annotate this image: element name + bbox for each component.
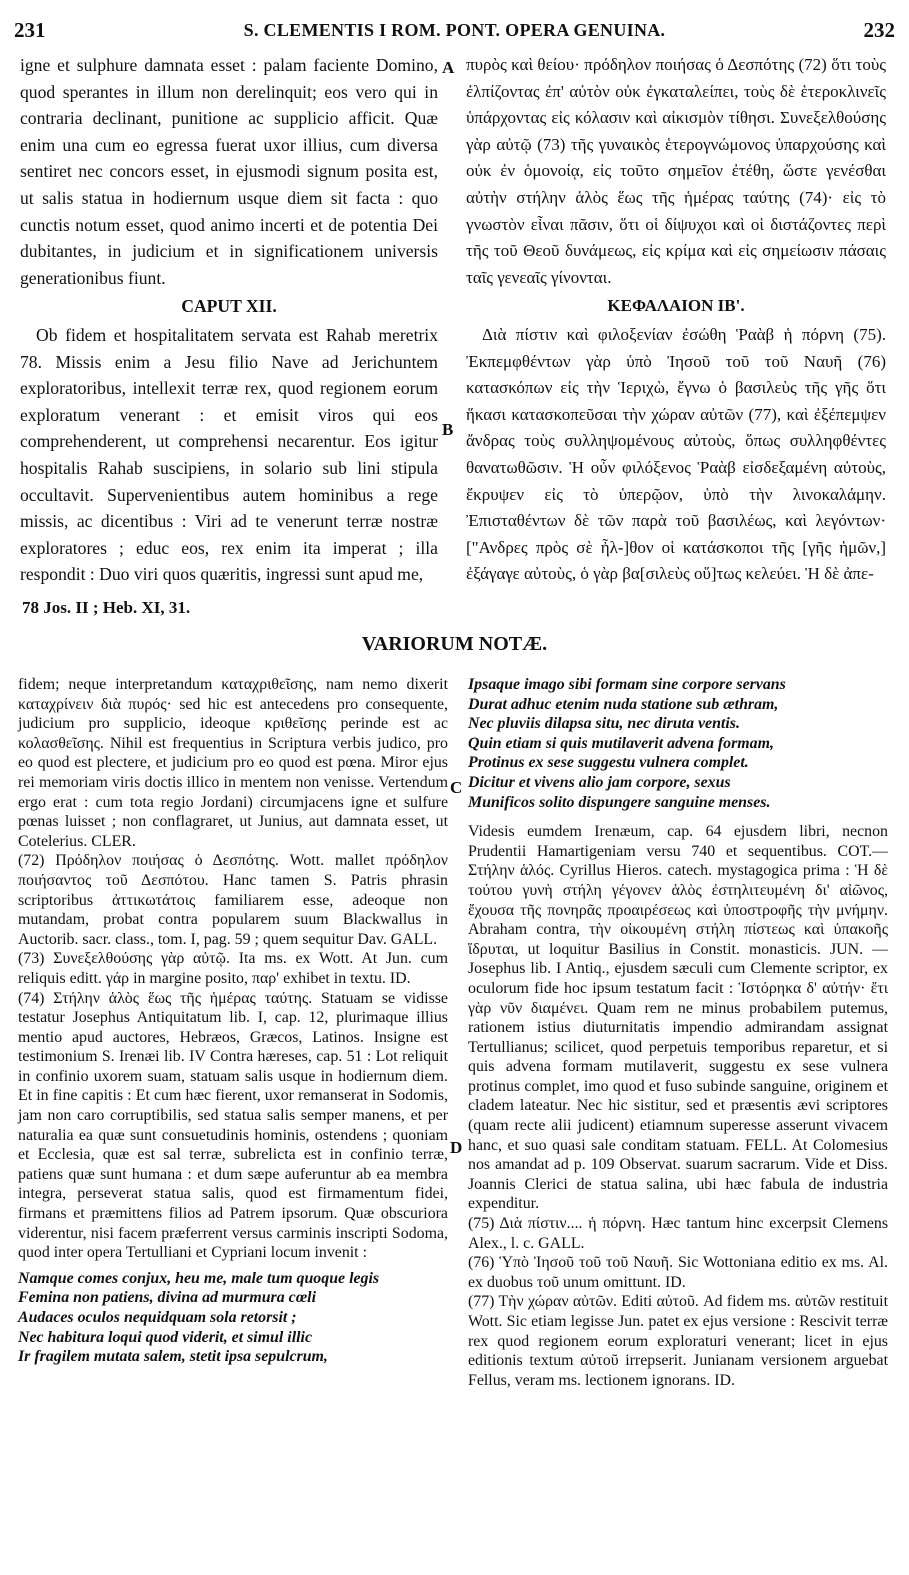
greek-column — [466, 52, 886, 588]
margin-letter-d: D — [450, 1138, 463, 1157]
verse-line: Munificos solito dispungere sanguine menses. — [468, 793, 771, 811]
verse-line: Namque comes conjux, heu me, male tum quoque legis — [18, 1269, 380, 1287]
verse-line: Femina non patiens, divina ad murmura cœli — [18, 1289, 317, 1307]
verse-line: Audaces oculos nequidquam sola retorsit ; — [18, 1309, 297, 1326]
margin-letter-b: B — [442, 420, 454, 439]
running-title: S. CLEMENTIS I ROM. PONT. OPERA GENUINA. — [243, 20, 666, 40]
verse-line: Protinus ex sese suggestu vulnera complet. — [468, 754, 749, 772]
notes-heading: VARIORUM NOTÆ. — [361, 633, 548, 655]
page-number-right: 232 — [863, 18, 895, 42]
margin-letter-c: C — [450, 778, 463, 797]
greek-paragraph-1: πυρὸς καὶ θείου· πρόδηλον ποιήσας ὁ Δεσπότης (72) ὅτι τοὺς ἐλπίζοντας ἐπ' αὐτὸν οὐκ ἐγκαταλείπει, τοὺς δὲ ἑτεροκλινεῖς ὑπάρχοντας εἰς κόλασιν καὶ αἰκισμὸν τίθησι. Συνεξελθούσης γὰρ αὐτῷ (73) τῆς γυναικὸς ἑτερογνώμονος ὑπαρχούσης καὶ οὐκ ἐν ὁμονοίᾳ, εἰς τοῦτο σημεῖον ἐτέθη, ὥστε γενέσθαι αὐτὴν στήλην ἁλὸς ἕως τῆς ἡμέρας ταύτης (74)· εἰς τὸ γνωστὸν εἶναι πᾶσιν, ὅτι οἱ δίψυχοι καὶ οἱ διστάζοντες περὶ τῆς τοῦ Θεοῦ δυνάμεως, εἰς κρίμα καὶ εἰς σημείωσιν πάσαις ταῖς γενεαῖς γίνονται. — [466, 55, 886, 287]
notes-right-column — [468, 675, 888, 1390]
note-left-p1: fidem; neque interpretandum καταχριθεῖσης, nam nemo dixerit καταχρίνειν διὰ πυρός· sed hic est antecedens pro consequente, judicium pro supplicio, ideoque κριθεῖσης perinde est ac κολασθεῖσης. Nihil est frequentius in Scriptura verbis judico, pro eo quod est plectere, et judicium pro eo quod est pœna. Miror ejus rei memoriam viris doctis illico in mentem non venisse. Vertendum ergo erat : cum tota regio Jordani) circumjacens igne et sulfure pœnas luisset ; non conflagraret, ut Junius, aut damnata esset, ut Cotelerius. CLER. — [18, 676, 448, 850]
note-right-p1: Videsis eumdem Irenæum, cap. 64 ejusdem libri, necnon Prudentii Hamartigeniam versu 740 et sequentibus. COT.— Στήλην ἁλός. Cyrillus Hieros. catech. mystagogica prima : Ἡ δὲ τούτου γυνὴ στήλη γέγονεν ἁλὸς ἐστηλιτευμένη δι' αἰῶνος, ἔχουσα τῆς πονηρᾶς προαιρέσεως καὶ ὑποστροφῆς τὴν μνήμην. Abraham contra, τὴν οἰκουμένη στήλη πίστεως καὶ ὑπακοῆς ἵδρυται, ut loquitur Basilius in Constit. monasticis. JUN. — Josephus lib. I Antiq., ejusdem sæculi cum Clemente scriptor, ex oculorum fide hoc ipsum testatum facit : Ἱστόρηκα δ' αὐτήν· ἔτι γὰρ νῦν διαμένει. Quam rem ne minus probabilem putemus, rationem istius diuturnitatis impendio admirandam assignat Tertullianus; scilicet, quod perpetuis temporibus reparetur, et si quis advena formam mutilaverit, suggestu ex sese vulnera protinus complet, imo quod et fuso subinde sanguine, originem et cladem lateatur. Nec hic sistitur, sed et præsentis ævi scriptores (quam recte alii judicent) etiamnum superesse asserunt vivacem hanc, et suo quasi sale conditam statuam. FELL. At Colomesius nos amandat ad p. 109 Observat. suarum sacrarum. Vide et Diss. Joannis Clerici de statua salina, ubi hæc fabula de industria expenditur. — [468, 823, 888, 1213]
greek-paragraph-2: Διὰ πίστιν καὶ φιλοξενίαν ἐσώθη Ῥαὰβ ἡ πόρνη (75). Ἐκπεμφθέντων γὰρ ὑπὸ Ἰησοῦ τοῦ τοῦ Ναυῆ (76) κατασκόπων εἰς τὴν Ἱεριχὼ, ἔγνω ὁ βασιλεὺς τῆς γῆς ὅτι ἥκασι κατασκοπεῦσαι τὴν χώραν αὐτῶν (77), καὶ ἐξέπεμψεν ἄνδρας τοὺς συλληψομένους αὐτοὺς, ὅπως συλληφθέντες θανατωθῶσιν. Ἡ οὖν φιλόξενος Ῥαὰβ εἰσδεξαμένη αὐτοὺς, ἔκρυψεν εἰς τὸ ὑπερῷον, ὑπὸ τὴν λινοκαλάμην. Ἐπισταθέντων δὲ τῶν παρὰ τοῦ βασιλέως, καὶ λεγόντων· ["Ανδρες πρὸς σὲ ἦλ-]θον οἱ κατάσκοποι τῆς [γῆς ἡμῶν,] ἐξάγαγε αὐτοὺς, ὁ γὰρ βα[σιλεὺς οὕ]τως κελεύει. Ἡ δὲ ἀπε- — [466, 324, 886, 584]
verse-line: Ipsaque imago sibi formam sine corpore servans — [468, 676, 786, 693]
latin-paragraph-1: igne et sulphure damnata esset : palam faciente Domino, quod sperantes in illum non derelinquit; eos vero qui in contraria declinant, punitione ac supplicio afficit. Quæ enim una cum eo egressa fuerat uxor illius, cum diversa sentiret nec concors esset, in ejusmodi signum posita est, ut salis statua in hodiernum usque diem sit facta : quo cunctis notum esset, quod animo incerti et de potentia Dei dubitantes, in judicium et in significationem universis generationibus fiunt. — [20, 55, 438, 288]
greek-chapter-heading: ΚΕΦΑΛΑΙΟΝ ΙΒ'. — [607, 296, 745, 316]
latin-chapter-heading: CAPUT XII. — [181, 296, 277, 317]
notes-left-column — [18, 675, 448, 1367]
verse-line: Ir fragilem mutata salem, stetit ipsa sepulcrum, — [18, 1348, 328, 1366]
note-73: (73) Συνεξελθούσης γὰρ αὐτῷ. Ita ms. ex Wott. At Jun. cum reliquis editt. γάρ in margine posito, παρ' exhibet in textu. ID. — [18, 950, 448, 987]
note-77: (77) Τὴν χώραν αὐτῶν. Editi αὐτοῦ. Ad fidem ms. αὐτῶν restituit Wott. Sic etiam legisse Jun. patet ex ejus versione : Rescivit terræ rex quod regionem eorum exploraturi venerant; licet in ejus editionis textum αὐτοῦ irrepserit. Junianam versionem arguebat Fellus, veram ms. lectionem ignorans. ID. — [468, 1293, 888, 1389]
note-74: (74) Στήλην ἁλὸς ἕως τῆς ἡμέρας ταύτης. Statuam se vidisse testatur Josephus Antiquitatum lib. I, cap. 12, plurimaque illius mentio apud auctores, Hebræos, Græcos, Latinos. Insigne est testimonium S. Irenæi lib. IV Contra hæreses, cap. 51 : Lot reliquit in confinio uxorem suam, statuam salis usque in hodiernum diem. Et in fine capitis : Et cum hæc fierent, uxor remanserat in Sodomis, jam non caro corruptibilis, sed statua salis semper manens, et per naturalia ea quæ sunt consuetudinis hominis, ostendens ; quoniam et Ecclesia, quæ est sal terræ, subrelicta est in confinio terræ, patiens quæ sunt humana : et dum sæpe auferuntur ab ea membra integra, perseverat statua salis, quod est firmamentum fidei, firmans et præmittens filios ad Patrem ipsorum. Quæ obscuriora viderentur, nisi facem præferrent versus carminis inscripti Sodoma, quod inter opera Tertulliani et Cypriani locum invenit : — [18, 989, 448, 1262]
page-number-left: 231 — [14, 18, 46, 42]
running-header — [14, 18, 895, 44]
note-76: (76) Ὑπὸ Ἰησοῦ τοῦ τοῦ Ναυῆ. Sic Wottoniana editio ex ms. Al. ex duobus τοῦ unum omittunt. ID. — [468, 1254, 888, 1291]
verse-line: Quin etiam si quis mutilaverit advena formam, — [468, 734, 774, 752]
note-72: (72) Πρόδηλον ποιήσας ὁ Δεσπότης. Wott. mallet πρόδηλον ποιήσαντος τοῦ Δεσπότου. Hanc tamen S. Patris phrasin scriptoribus ἀττικωτάτοις familiarem esse, adeoque non mutandam, probat contra popularem suum Blackwallus in Auctorib. sacr. class., tom. I, pag. 59 ; quem sequitur Dav. GALL. — [18, 852, 448, 948]
margin-letter-a: A — [442, 58, 455, 77]
verse-line: Nec pluviis dilapsa situ, nec diruta ventis. — [468, 715, 740, 733]
verse-line: Nec habitura loqui quod viderit, et simul illic — [18, 1328, 312, 1346]
scripture-footnote: 78 Jos. II ; Heb. XI, 31. — [22, 598, 191, 617]
note-75: (75) Διὰ πίστιν.... ἡ πόρνη. Hæc tantum hinc excerpsit Clemens Alex., l. c. GALL. — [468, 1215, 888, 1252]
verse-line: Dicitur et vivens alio jam corpore, sexus — [468, 773, 731, 791]
latin-paragraph-2: Ob fidem et hospitalitatem servata est Rahab meretrix 78. Missis enim a Jesu filio Nave ad Jerichuntem exploratoribus, intellexit terræ rex, quod regionem eorum exploratum venerant : et emisit viros qui eos comprehenderent, ut comprehensi necarentur. Eos igitur hospitalis Rahab suscipiens, in solario sub lini stipula occultavit. Supervenientibus autem hominibus a rege missis, ac dicentibus : Viri ad te venerunt terræ nostræ exploratores ; educ eos, rex enim ita imperat ; illa respondit : Duo viri quos quæritis, ingressi sunt apud me, — [20, 324, 438, 585]
verse-line: Durat adhuc etenim nuda statione sub æthram, — [468, 695, 779, 713]
latin-column — [20, 52, 438, 588]
